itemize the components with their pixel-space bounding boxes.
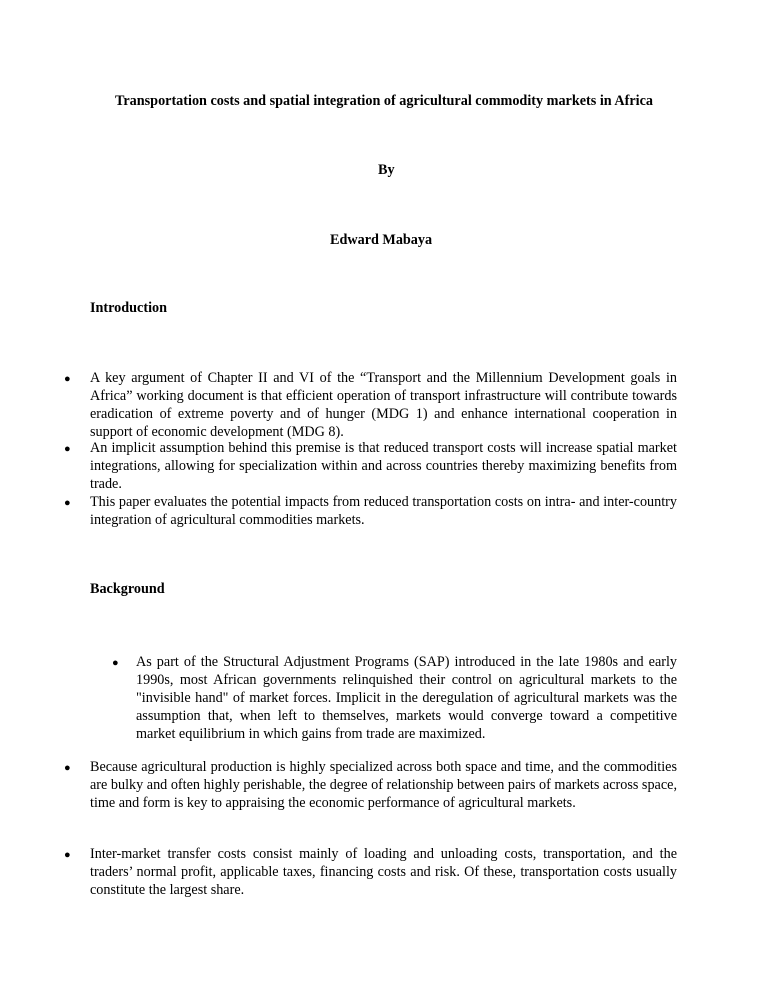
bullet-icon: ●: [112, 657, 119, 669]
bullet-icon: ●: [64, 497, 71, 509]
section-heading-background: Background: [90, 581, 165, 597]
background-bullet-2: [90, 759, 677, 813]
intro-bullet-2-text: An implicit assumption behind this premise is that reduced transport costs will increase spatial market integrations, allowing for specialization within and across countries thereby maximizing benefits from trade.: [90, 440, 677, 492]
bullet-icon: ●: [64, 373, 71, 385]
background-bullet-2-text: Because agricultural production is highly specialized across both space and time, and the commodities are bulky and often highly perishable, the degree of relationship between pairs of markets across space, time and form is key to appraising the economic performance of agricultural markets.: [90, 759, 677, 811]
background-bullet-1: [136, 654, 677, 744]
section-heading-introduction: Introduction: [90, 300, 167, 316]
byline-label: By: [378, 162, 395, 178]
intro-bullet-3: [90, 494, 677, 530]
author-name: Edward Mabaya: [330, 232, 433, 248]
intro-bullet-1-text: A key argument of Chapter II and VI of the “Transport and the Millennium Development goals in Africa” working document is that efficient operation of transport infrastructure will contribute towards eradication of extreme poverty and of hunger (MDG 1) and enhance international cooperation in support of economic development (MDG 8).: [90, 370, 677, 440]
bullet-icon: ●: [64, 443, 71, 455]
intro-bullet-1: [90, 370, 677, 442]
intro-bullet-3-text: This paper evaluates the potential impacts from reduced transportation costs on intra- and inter-country integration of agricultural commodities markets.: [90, 494, 677, 528]
background-bullet-1-text: As part of the Structural Adjustment Programs (SAP) introduced in the late 1980s and early 1990s, most African governments relinquished their control on agricultural markets to the "invisible hand" of market forces. Implicit in the deregulation of agricultural markets was the assumption that, when left to themselves, markets would converge toward a competitive market equilibrium in which gains from trade are maximized.: [136, 654, 677, 742]
background-bullet-3: [90, 846, 677, 900]
bullet-icon: ●: [64, 849, 71, 861]
bullet-icon: ●: [64, 762, 71, 774]
background-bullet-3-text: Inter-market transfer costs consist mainly of loading and unloading costs, transportation, and the traders’ normal profit, applicable taxes, financing costs and risk. Of these, transportation costs usually constitute the largest share.: [90, 846, 677, 898]
intro-bullet-2: [90, 440, 677, 494]
document-title: Transportation costs and spatial integration of agricultural commodity markets in Africa: [114, 93, 654, 109]
